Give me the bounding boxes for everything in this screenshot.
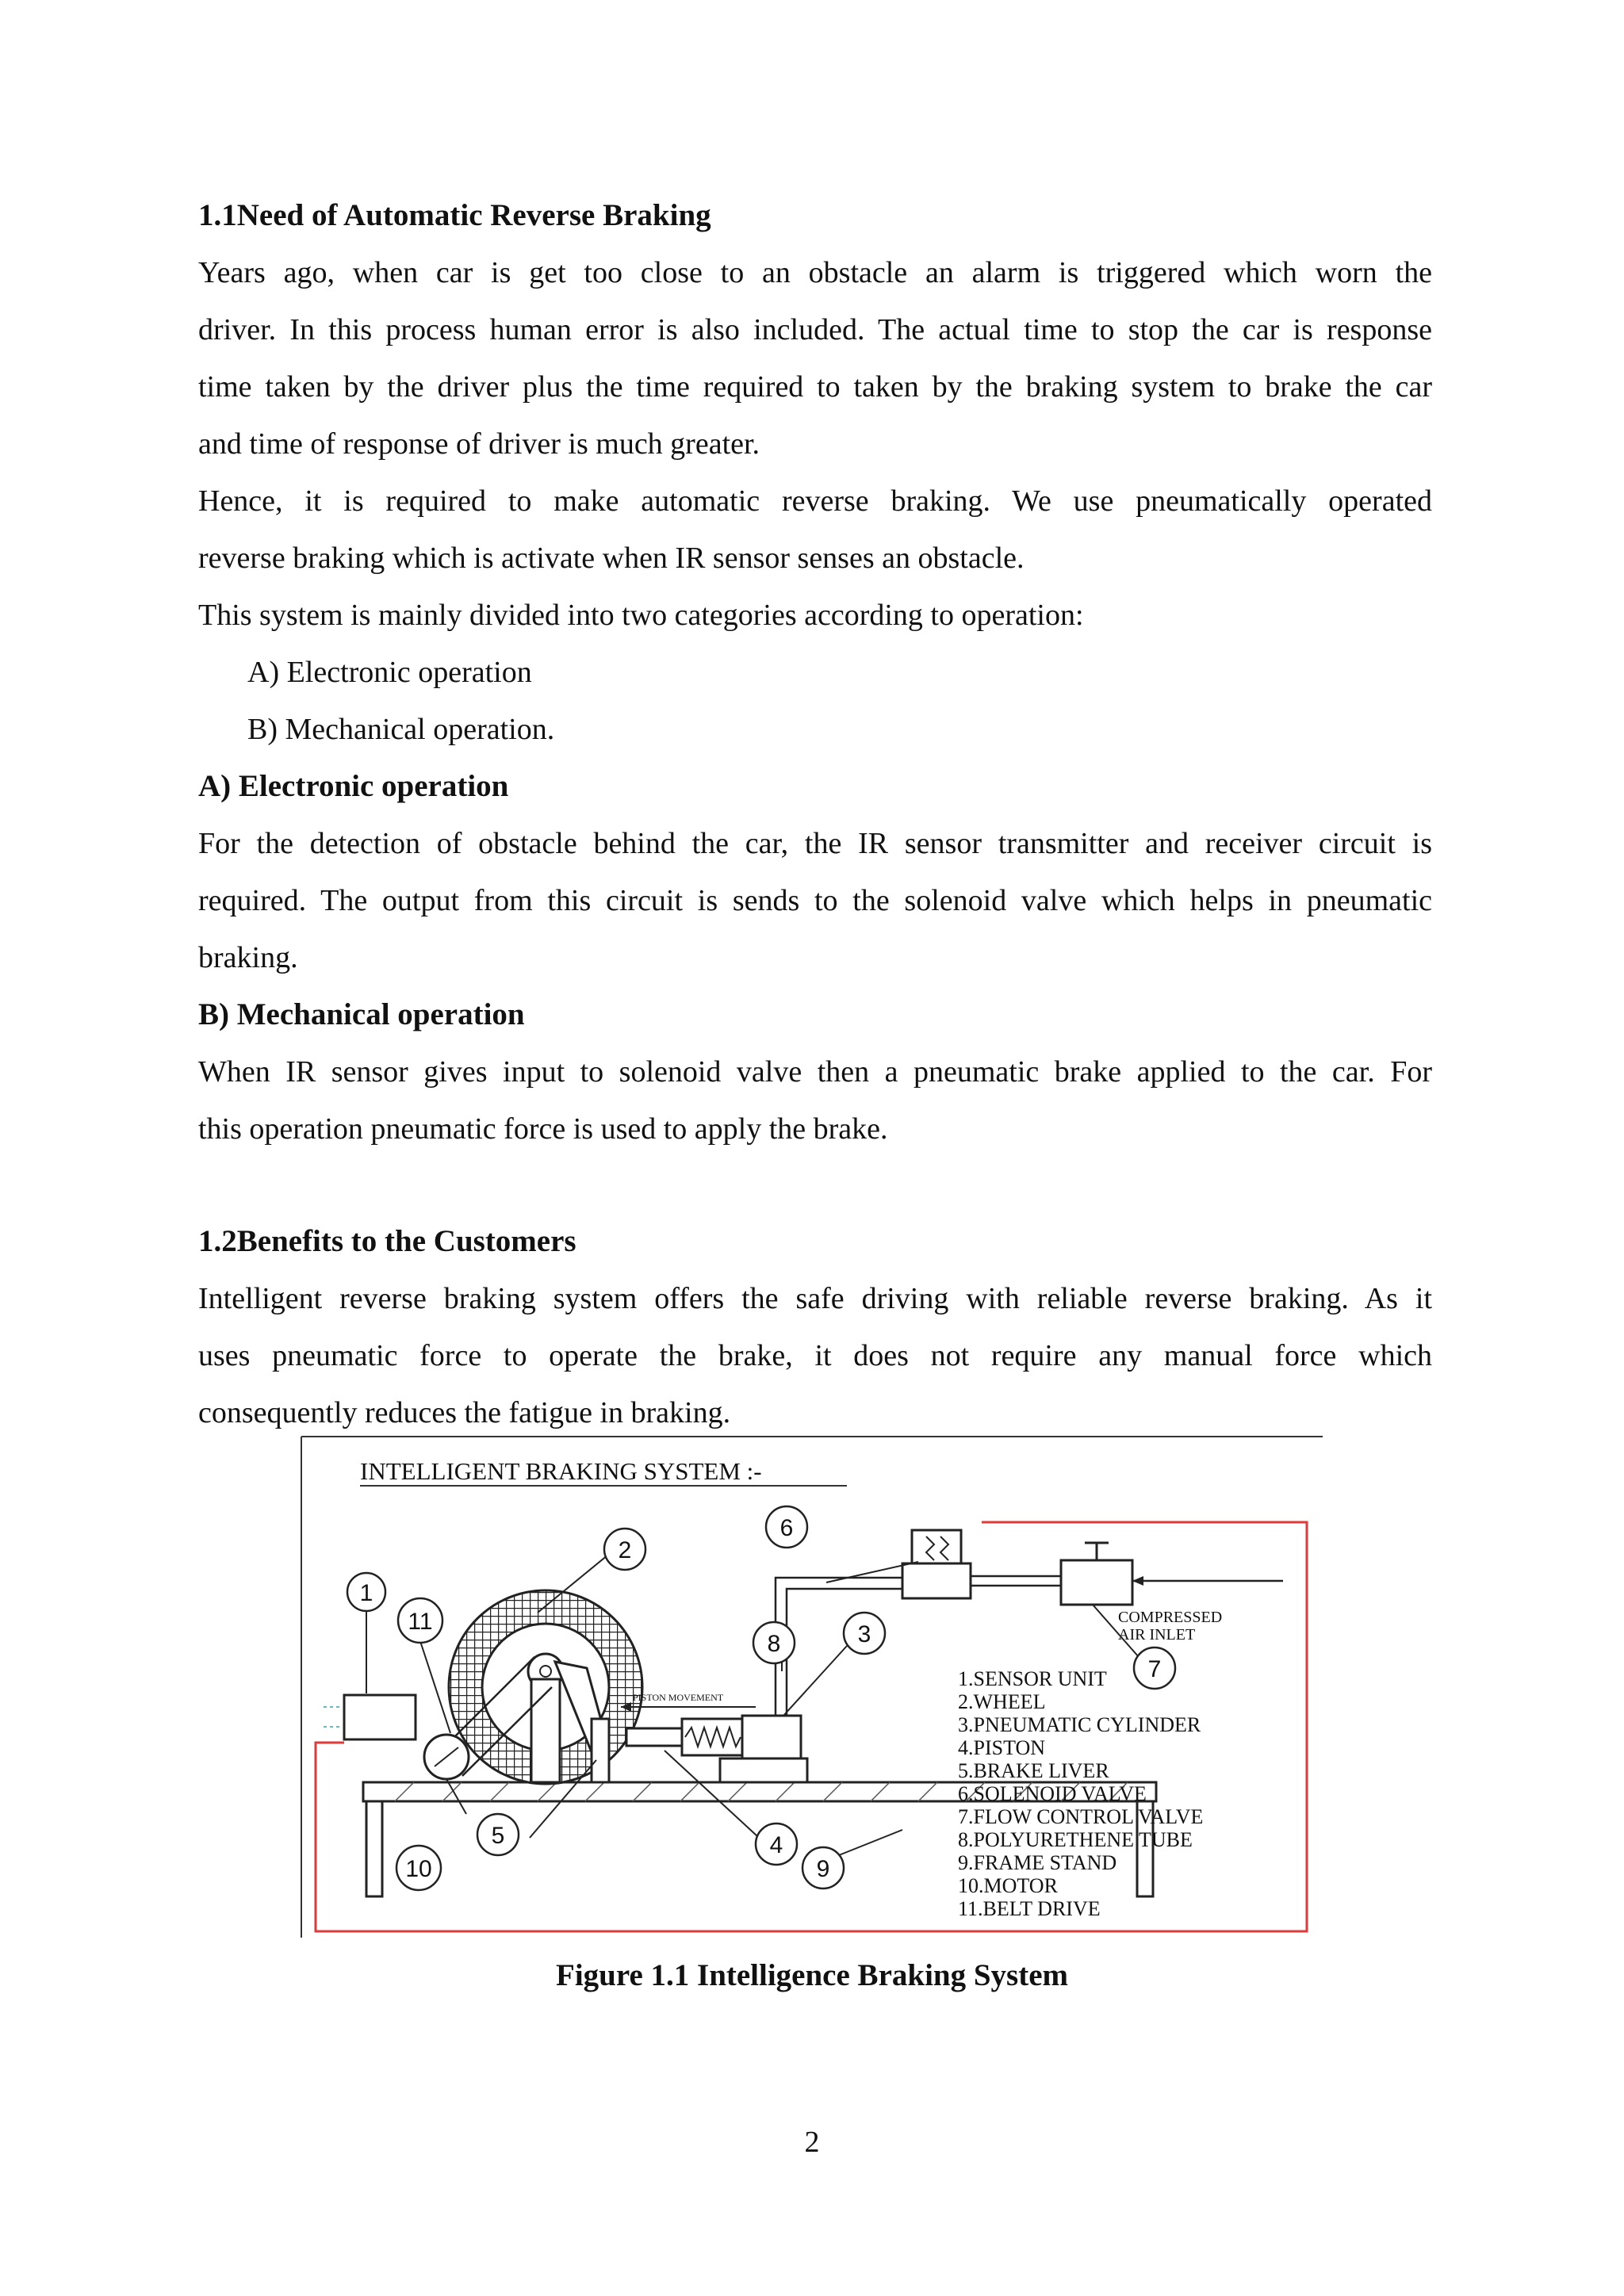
section-heading-1-2: 1.2Benefits to the Customers bbox=[198, 1224, 576, 1258]
callout-number: 2 bbox=[618, 1537, 632, 1563]
paragraph-line: and time of response of driver is much greater. bbox=[198, 427, 760, 461]
pneumatic-cylinder bbox=[742, 1716, 801, 1758]
polyurethene-tube bbox=[787, 1589, 902, 1716]
piston-movement-label: PISTON MOVEMENT bbox=[633, 1692, 724, 1703]
solenoid-coil bbox=[912, 1530, 961, 1563]
paragraph-line: Hence, it is required to make automatic reverse braking. We use pneumatically operated bbox=[198, 484, 1432, 518]
paragraph-line: For the detection of obstacle behind the car, the IR sensor transmitter and receiver circuit is bbox=[198, 827, 1432, 860]
paragraph-line: This system is mainly divided into two categories according to operation: bbox=[198, 599, 1084, 632]
paragraph-line: Years ago, when car is get too close to an obstacle an alarm is triggered which worn the bbox=[198, 256, 1432, 289]
paragraph-line: reverse braking which is activate when IR sensor senses an obstacle. bbox=[198, 541, 1025, 575]
callout-number: 4 bbox=[769, 1832, 783, 1858]
callout-number: 5 bbox=[491, 1823, 505, 1849]
brake-lever-post bbox=[592, 1719, 609, 1782]
list-item: B) Mechanical operation. bbox=[247, 713, 555, 746]
callout-number: 9 bbox=[816, 1856, 830, 1882]
legend-item: 9.FRAME STAND bbox=[958, 1851, 1117, 1874]
paragraph-line: braking. bbox=[198, 941, 298, 974]
paragraph-line: consequently reduces the fatigue in braking. bbox=[198, 1396, 731, 1429]
callout-number: 10 bbox=[405, 1856, 432, 1882]
legend-item: 3.PNEUMATIC CYLINDER bbox=[958, 1713, 1201, 1736]
paragraph-line: driver. In this process human error is also included. The actual time to stop the car is response bbox=[198, 313, 1432, 346]
callout-number: 6 bbox=[779, 1515, 794, 1541]
braking-system-figure bbox=[300, 1433, 1323, 1941]
paragraph-line: required. The output from this circuit is sends to the solenoid valve which helps in pneumatic bbox=[198, 884, 1432, 917]
paragraph-line: this operation pneumatic force is used to apply the brake. bbox=[198, 1112, 888, 1146]
legend-item: 2.WHEEL bbox=[958, 1690, 1046, 1713]
paragraph-line: When IR sensor gives input to solenoid valve then a pneumatic brake applied to the car. For bbox=[198, 1055, 1432, 1089]
piston bbox=[626, 1728, 682, 1746]
frame-stand-leg-left bbox=[366, 1801, 382, 1896]
legend-item: 7.FLOW CONTROL VALVE bbox=[958, 1805, 1204, 1828]
figure-caption: Figure 1.1 Intelligence Braking System bbox=[556, 1958, 1068, 1992]
cylinder-mount bbox=[720, 1758, 807, 1782]
figure-title: INTELLIGENT BRAKING SYSTEM :- bbox=[360, 1457, 762, 1485]
list-item: A) Electronic operation bbox=[247, 656, 532, 689]
callout-number: 8 bbox=[767, 1631, 781, 1657]
section-heading-1-1: 1.1Need of Automatic Reverse Braking bbox=[198, 198, 711, 232]
legend-item: 8.POLYURETHENE TUBE bbox=[958, 1828, 1193, 1851]
subsection-heading-electronic: A) Electronic operation bbox=[198, 769, 509, 803]
subsection-heading-mechanical: B) Mechanical operation bbox=[198, 997, 525, 1031]
page-number: 2 bbox=[804, 2126, 820, 2159]
legend-item: 1.SENSOR UNIT bbox=[958, 1667, 1107, 1690]
legend-item: 6.SOLENOID VALVE bbox=[958, 1782, 1147, 1805]
solenoid-valve bbox=[902, 1563, 971, 1598]
legend-item: 4.PISTON bbox=[958, 1736, 1046, 1759]
sensor-unit bbox=[344, 1695, 416, 1739]
legend-item: 11.BELT DRIVE bbox=[958, 1897, 1101, 1920]
wheel-axle-center bbox=[540, 1666, 551, 1677]
paragraph-line: Intelligent reverse braking system offers the safe driving with reliable reverse braking. As it bbox=[198, 1282, 1432, 1315]
callout-number: 3 bbox=[857, 1621, 871, 1647]
figure-legend bbox=[958, 1667, 1203, 1920]
callout-number: 11 bbox=[408, 1609, 433, 1635]
flow-control-valve bbox=[1061, 1560, 1132, 1605]
compressed-air-arrowhead bbox=[1132, 1576, 1143, 1586]
paragraph-line: uses pneumatic force to operate the brake, it does not require any manual force which bbox=[198, 1339, 1432, 1372]
callout-number: 1 bbox=[359, 1580, 373, 1606]
legend-item: 5.BRAKE LIVER bbox=[958, 1759, 1109, 1782]
air-inlet-label-line1: COMPRESSED bbox=[1118, 1609, 1223, 1626]
air-inlet-label-line2: AIR INLET bbox=[1118, 1626, 1196, 1644]
callout-number: 7 bbox=[1147, 1656, 1162, 1682]
legend-item: 10.MOTOR bbox=[958, 1874, 1058, 1897]
paragraph-line: time taken by the driver plus the time required to taken by the braking system to brake the car bbox=[198, 370, 1432, 404]
